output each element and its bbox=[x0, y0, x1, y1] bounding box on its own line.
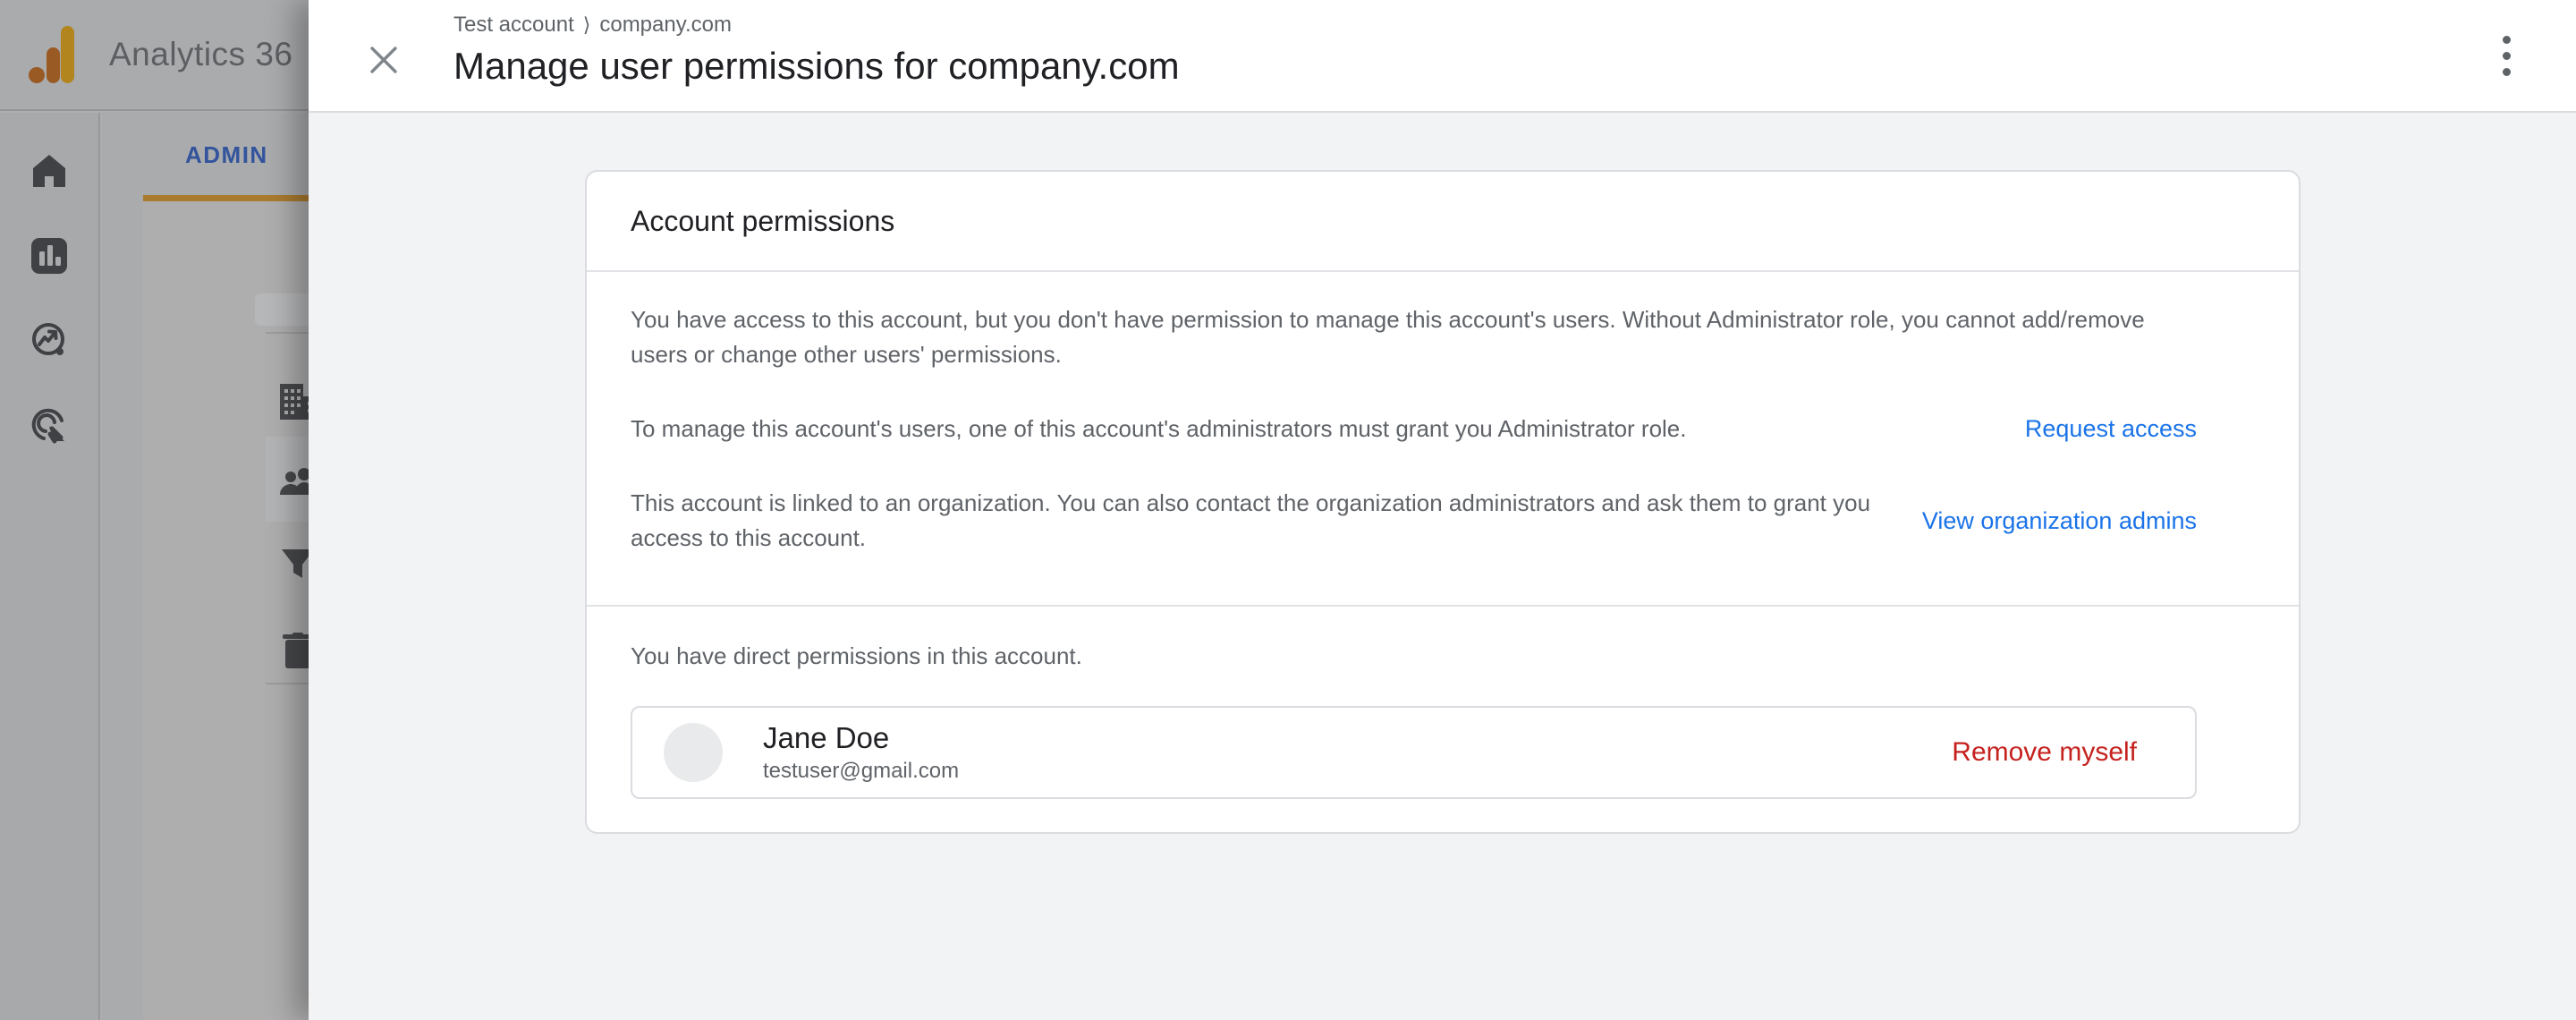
view-org-admins-link[interactable]: View organization admins bbox=[1921, 506, 2197, 534]
kebab-icon bbox=[2503, 52, 2511, 60]
remove-myself-link[interactable]: Remove myself bbox=[1952, 737, 2137, 767]
user-email: testuser@gmail.com bbox=[763, 759, 960, 783]
manage-permissions-panel bbox=[309, 0, 2576, 1020]
home-icon bbox=[30, 152, 68, 190]
account-permissions-card bbox=[585, 170, 2301, 834]
close-icon bbox=[369, 45, 399, 78]
breadcrumb-account: Test account bbox=[453, 13, 574, 37]
user-name: Jane Doe bbox=[763, 721, 890, 754]
card-header bbox=[587, 172, 2299, 272]
admin-menu-panel bbox=[143, 201, 309, 1020]
page-title: Manage user permissions for company.com bbox=[453, 45, 1180, 87]
app-title: Analytics 36 bbox=[109, 36, 293, 72]
more-options-button[interactable] bbox=[2481, 30, 2531, 81]
user-row bbox=[631, 706, 2197, 799]
advertising-icon bbox=[30, 407, 68, 445]
breadcrumb bbox=[453, 13, 1180, 38]
nav-sidebar bbox=[0, 113, 100, 1020]
admin-tab-bar bbox=[102, 113, 309, 201]
tab-admin: ADMIN bbox=[185, 141, 268, 168]
kebab-icon bbox=[2503, 36, 2511, 44]
kebab-icon bbox=[2503, 68, 2511, 76]
request-access-row bbox=[631, 412, 2197, 446]
permissions-info-section bbox=[587, 272, 2299, 607]
direct-permissions-text: You have direct permissions in this account. bbox=[631, 642, 1082, 669]
admin-nav-strip bbox=[102, 201, 143, 1020]
analytics-logo-icon bbox=[29, 26, 75, 83]
reports-icon bbox=[30, 237, 68, 275]
close-button[interactable] bbox=[360, 38, 407, 84]
breadcrumb-entity: company.com bbox=[599, 13, 732, 37]
card-heading: Account permissions bbox=[631, 204, 895, 237]
grant-role-paragraph: To manage this account's users, one of this account's administrators must grant you Administrator role. bbox=[631, 415, 1687, 442]
panel-header bbox=[309, 0, 2576, 113]
explore-icon bbox=[30, 322, 68, 360]
avatar bbox=[664, 723, 723, 782]
no-permission-paragraph: You have access to this account, but you don't have permission to manage this account's users. Without Administrator role, you cannot add/remove users or change other users' permissions. bbox=[631, 306, 2145, 368]
request-access-link[interactable]: Request access bbox=[2024, 415, 2197, 442]
chevron-right-icon: ⟩ bbox=[582, 13, 591, 36]
admin-tab-underline bbox=[143, 195, 309, 201]
direct-permissions-section bbox=[587, 607, 2299, 832]
title-block bbox=[453, 13, 1180, 88]
user-identity bbox=[763, 720, 959, 785]
linked-org-paragraph: This account is linked to an organization. You can also contact the organization administrators and ask them to grant you access to this account. bbox=[631, 489, 1871, 551]
org-admins-row bbox=[631, 486, 2197, 556]
